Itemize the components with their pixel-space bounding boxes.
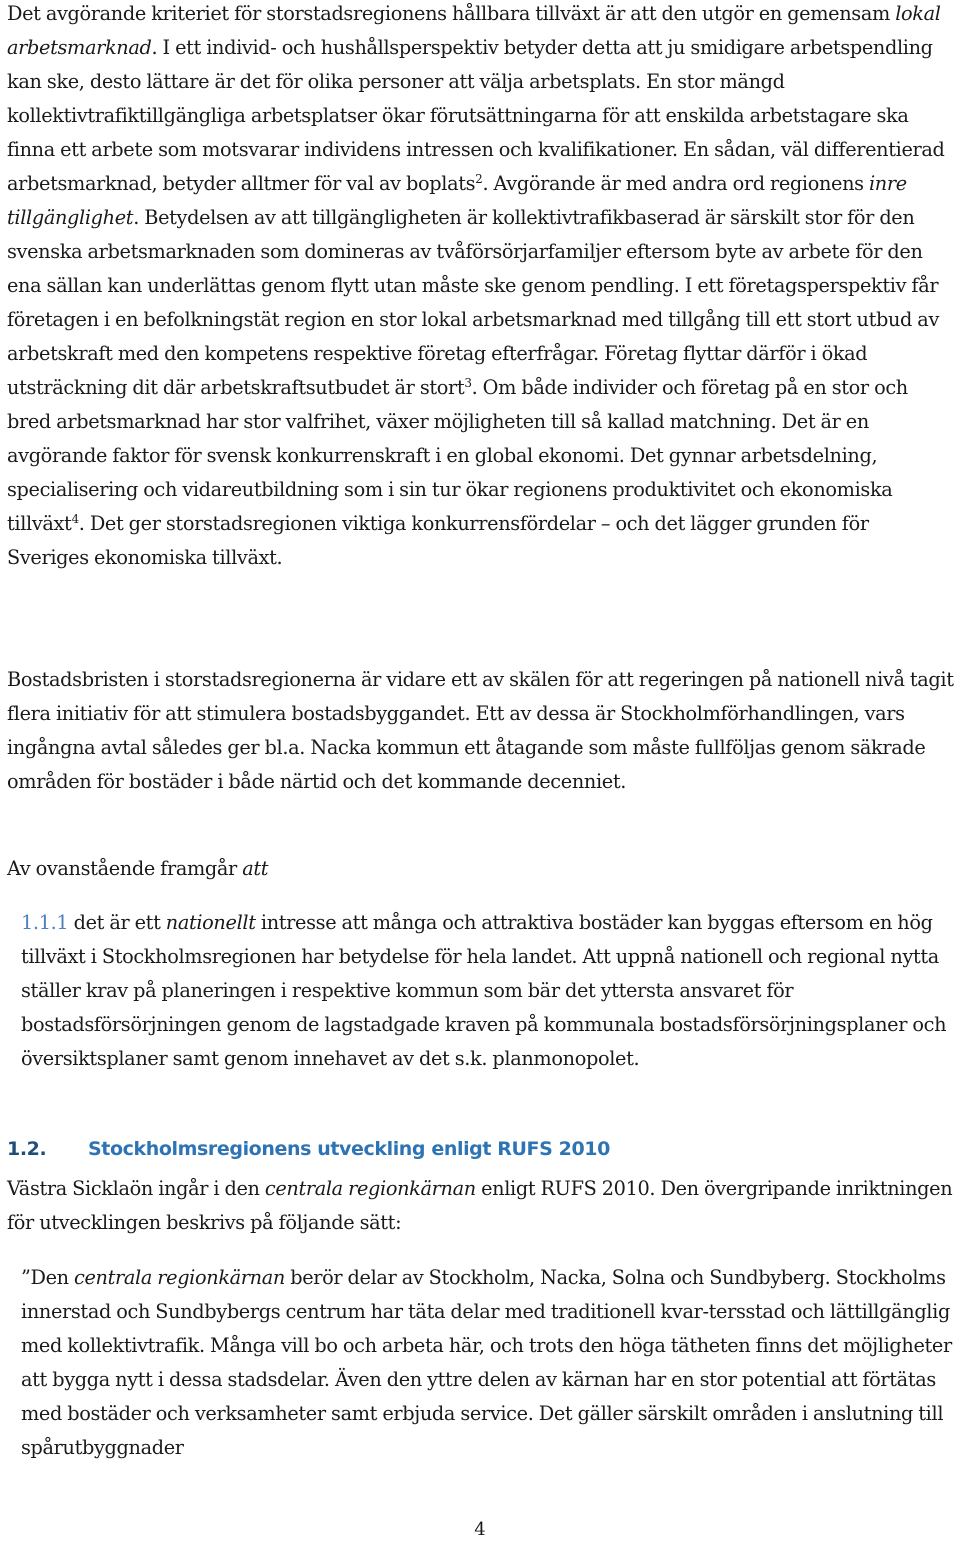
- section-heading-1-2: [7, 1132, 955, 1166]
- emphasis-inre-tillganglighet: inre tillgänglighet: [7, 172, 907, 229]
- numbered-item-1-1-1: 1.1.1 det är ett nationellt intresse att många och attraktiva bostäder kan byggas eftersom en hög tillväxt i Stockholmsregionen har betydelse för hela landet. Att uppnå nationell och regional nytta ställer krav på planeringen i respektive kommun som bär det yttersta ansvaret för bostadsförsörjningen genom de lagstadgade kraven på kommunala bostadsförsörjningsplaner och översiktsplaner samt genom innehavet av det s.k. planmonopolet.: [21, 911, 947, 1070]
- section-title: Stockholmsregionens utveckling enligt RUFS 2010: [88, 1138, 610, 1160]
- paragraph-housing-shortage: Bostadsbristen i storstadsregionerna är vidare ett av skälen för att regeringen på nationell nivå tagit flera initiativ för att stimulera bostadsbyggandet. Ett av dessa är Stockholmförhandlingen, vars ingångna avtal således ger bl.a. Nacka kommun ett åtagande som måste fullföljas genom säkrade områden för bostäder i både närtid och det kommande decenniet.: [7, 668, 954, 793]
- block-quote-rufs: ”Den centrala regionkärnan berör delar av Stockholm, Nacka, Solna och Sundbyberg. Stockholms innerstad och Sundbybergs centrum har täta delar med traditionell kvar-tersstad och lättillgänglig med kollektivtrafik. Många vill bo och arbeta här, och trots den höga tätheten finns det möjligheter att bygga nytt i dessa stadsdelar. Även den yttre delen av kärnan har en stor potential att förtätas med bostäder och verksamheter samt erbjuda service. Det gäller särskilt områden i anslutning till spårutbyggnader: [21, 1266, 952, 1459]
- footnote-ref-2[interactable]: 2: [475, 172, 483, 186]
- page-number: 4: [474, 1519, 486, 1540]
- paragraph-labor-market: Det avgörande kriteriet för storstadsregionens hållbara tillväxt är att den utgör en gemensam lokal arbetsmarknad. I ett individ- och hushållsperspektiv betyder detta att ju smidigare arbetspendling kan ske, desto lättare är det för olika personer att välja arbetsplats. En stor mängd kollektivtrafiktillgängliga arbetsplatser ökar förutsättningarna för att enskilda arbetstagare ska finna ett arbete som motsvarar individens intressen och kvalifikationer. En sådan, väl differentierad arbetsmarknad, betyder alltmer för val av boplats$^2$. Avgörande är med andra ord regionens inre tillgänglighet. Betydelsen av att tillgängligheten är kollektivtrafikbaserad är särskilt stor för den svenska arbetsmarknaden som domineras av tvåförsörjarfamiljer eftersom byte av arbete för den ena sällan kan underlättas genom flytt utan måste ske genom pendling. I ett företagsperspektiv får företagen i en befolkningstät region en stor lokal arbetsmarknad med tillgång till ett stort utbud av arbetskraft med den kompetens respektive företag efterfrågar. Företag flyttar därför i ökad utsträckning dit där arbetskraftsutbudet är stort$^3$. Om både individer och företag på en stor och bred arbetsmarknad har stor valfrihet, växer möjligheten till så kallad matchning. Det är en avgörande faktor för svensk konkurrenskraft i en global ekonomi. Det gynnar arbetsdelning, specialisering och vidareutbildning som i sin tur ökar regionens produktivitet och ekonomiska tillväxt$^4$. Det ger storstadsregionen viktiga konkurrensfördelar – och det lägger grunden för Sveriges ekonomiska tillväxt.: [7, 2, 945, 569]
- section-number: 1.2.: [7, 1138, 47, 1160]
- footnote-ref-3[interactable]: 3: [464, 376, 472, 390]
- paragraph-rufs-intro: Västra Sicklaön ingår i den centrala regionkärnan enligt RUFS 2010. Den övergripande inriktningen för utvecklingen beskrivs på följande sätt:: [7, 1177, 953, 1234]
- paragraph-conclusion-intro: Av ovanstående framgår att: [7, 857, 269, 880]
- footnote-ref-4[interactable]: 4: [71, 512, 79, 526]
- emphasis-lokal-arbetsmarknad: lokal arbetsmarknad: [7, 2, 941, 59]
- item-number-label: 1.1.1: [21, 911, 69, 934]
